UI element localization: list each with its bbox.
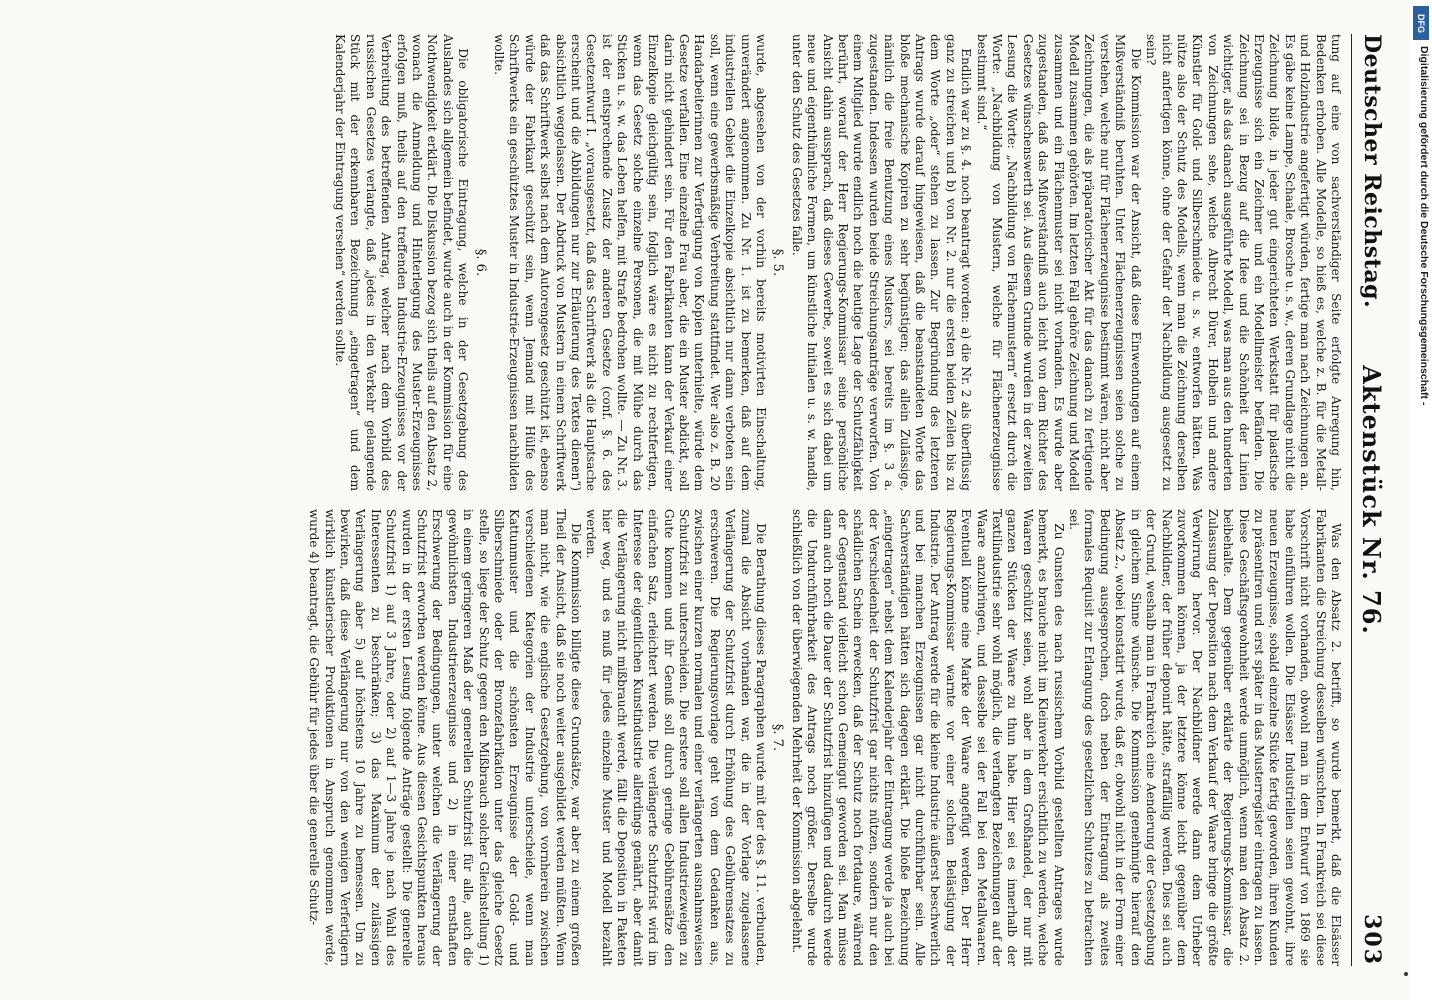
paragraph: Was den Absatz 2. betrifft, so wurde bemerkt, daß die Elsässer Fabrikanten die Streichung desselben wünschten. In Frankreich sei diese Vorschrift nicht vorhanden, obwohl man in dem Entwurf von 1869 sie habe einführen wollen. Die Elsässer Industriellen seien gewohnt, ihre neuen Erzeugnisse, sobald einzelne Stücke fertig geworden, ihren Kunden zu präsentiren und erst später in das Musterregister eintragen zu lassen. Diese Geschäftsgewohnheit werde unmöglich, wenn man den Absatz 2. beibehalte. Dem gegenüber erklärte der Regierungs-Kommissar, die Zulassung der Deposition nach dem Verkauf der Waare bringe die größte Verwirrung hervor. Der Nachbildner werde dann dem Urheber zuvorkommen können, ja der letztere könne leicht gegenüber dem Nachbildner, der früher deponirt hätte, straffällig werden. Dies sei auch der Grund, weshalb man in Frankreich eine Aenderung der Gesetzgebung in gleichem Sinne wünsche. Die Kommission genehmigte hierauf den Absatz 2., wobei konstatirt wurde, daß er, obwohl nicht in der Form einer Bedingung ausgesprochen, doch neben der Eintragung als zweites formales Requisit zur Erlangung des gesetzlichen Schutzes zu betrachten sei. [1067, 509, 1343, 966]
paragraph: tung auf eine von sachverständiger Seite erfolgte Anregung hin, Bedenken erhoben. Alle Modelle, so hieß es, welche z. B. für die Metall- und Holzindustrie angefertigt würden, fertige man nach Zeichnungen an. Es gäbe keine Lampe, Schaale, Brosche u. s. w., deren Grundlage nicht die Zeichnung bilde, in jeder gut eingerichteten Werkstatt für plastische Erzeugnisse sich ein Zeichner und ein Modellmeister befänden. Die Zeichnung sei in Bezug auf die Idee und die Schönheit der Linien wichtiger, als das danach ausgeführte Modell, was man aus den hunderten von Zeichnungen sehe, welche Albrecht Dürer, Holbein und andere Künstler für Gold- und Silberschmiede u. s. w. entworfen hätten. Was nütze also der Schutz des Modells, wenn man die Zeichnung derselben nicht anfertigen könne, ohne der Gefahr der Nachbildung ausgesetzt zu sein? [1144, 34, 1343, 491]
text-columns [53, 34, 1343, 966]
paragraph: Die Kommission war der Ansicht, daß diese Einwendungen auf einem Mißverständniß beruhten. Unter Flächenerzeugnissen seien solche zu verstehen, welche nur für Flächenerzeugnisse bestimmt wären, nicht aber Zeichnungen, die als präparatorischer Akt für das danach zu fertigende Modell zusammen gehörten. Im letzten Fall gehöre Zeichnung und Modell zusammen und ein Flächenmuster sei nicht vorhanden. Es wurde aber zugestanden, daß das Mißverständniß auch leicht von dem Richter des Gesetzes wünschenswerth sei. Aus diesem Grunde wurden in der zweiten Lesung die Worte: „Nachbildung von Flächenmustern“ ersetzt durch die Worte: „Nachbildung von Mustern, welche für Flächenerzeugnisse bestimmt sind.“ [974, 34, 1143, 491]
page-header [1351, 34, 1392, 966]
running-title: Deutscher Reichstag. [1359, 34, 1385, 309]
digitization-strip [1410, 0, 1432, 1000]
left-column [53, 34, 1343, 491]
paragraph: Die Kommission billigte diese Grundsätze, war aber zu einem großen Theil der Ansicht, daß sie noch weiter ausgebildet werden müßten. Wenn man nicht, wie die englische Gesetzgebung, von vornherein zwischen verschiedenen Kategorien der Industrie unterscheide, wenn man Kattunmuster und die schönsten Erzeugnisse der Gold- und Silberschmiede oder der Bronzefabrikation unter das gleiche Gesetz stelle, so liege der Schutz gegen den Mißbrauch solcher Gleichstellung 1) in einem geringeren Maß der generellen Schutzfrist für alle, auch die gewöhnlichsten Industrieerzeugnisse und 2) in einer ernsthaften Erschwerung der Bedingungen, unter welchen die Verlängerung der Schutzfrist erworben werden könne. Aus diesen Gesichtspunkten heraus wurden in der ersten Lesung folgende Anträge gestellt: Die generelle Schutzfrist 1) auf 3 Jahre, oder 2) auf 1—3 Jahre je nach Wahl des Interessenten zu beschränken; 3) das Maximum der zulässigen Verlängerung aber 5) auf höchstens 10 Jahre zu bemessen. Um zu bewirken, daß diese Verlängerung nur von den wenigen Verfertigern wirklich künstlerischer Produktionen in Anspruch genommen werde, wurde 4) beantragt, die Gebühr für jedes über die generelle Schutz- [307, 509, 584, 966]
scan-speck [1404, 972, 1408, 976]
dfg-logo: DFG [1413, 6, 1429, 40]
section-heading: §. 7. [770, 723, 786, 752]
paragraph: wurde, abgesehen von der vorhin bereits motivirten Einschaltung, unverändert angenommen. Zu Nr. 1. ist zu bemerken, daß auf dem industriellen Gebiet die Einzelkopie absichtlich nur dann verboten sein soll, wenn eine gewerbsmäßige Verbreitung stattfindet. Wer also z. B. 20 Handarbeiterinnen zur Verfertigung von Kopien unterhielte, würde dem Gesetze verfallen. Eine einzelne Frau aber, die ein Muster abdickt, soll darin nicht gehindert sein. Für den Fabrikanten kann der Verkauf einer Einzelkopie gleichgültig sein, folglich wäre es nicht zu rechtfertigen, wenn das Gesetz solche einzelne Personen, die mit Mühe durch das Sticken u. s. w. das Leben helfen, mit Strafe bedrohen wollte. — Zu Nr. 3. ist der entsprechende Zusatz der anderen Gesetze (conf. §. 6. des Gesetzentwurf I. „vorausgesetzt, daß das Schriftwerk als die Hauptsache erscheint und die Abbildungen nur zur Erläuterung des Textes dienen“) absichtlich weggelassen. Der Abdruck von Mustern in einem Schriftwerk daß das Schriftwerk selbst nach dem Autorengesetz geschützt ist, ebenso würde der Fabrikant geschützt sein, wenn Jemand mit Hülfe des Schriftwerks ein geschütztes Muster in Industrie-Erzeugnissen nachbilden wollte. [492, 34, 768, 491]
right-column [53, 509, 1343, 966]
paragraph: Zu Gunsten des nach russischem Vorbild gestellten Antrages wurde bemerkt, es brauche nicht im Kleinverkehr ersichtlich zu werden, welche Waaren geschützt seien, wohl aber in dem Großhandel, der nur mit ganzen Stücken der Waare zu thun habe. Hier sei es innerhalb der Textilindustrie sehr wohl möglich, die verlangten Bezeichnungen auf der Waare anzubringen, und dasselbe sei der Fall bei den Metallwaaren. Eventuell könne eine Marke der Waare angefügt werden. Der Herr Regierungs-Kommissar warnte vor einer solchen Belästigung der Industrie. Der Antrag werde für die kleine Industrie äußerst beschwerlich und bei manchen Erzeugnissen gar nicht durchführbar sein. Alle Sachverständigen hätten sich dagegen erklärt. Die bloße Bezeichnung „eingetragen“ nebst dem Kalenderjahr der Eintragung werde ja auch bei der Verschiedenheit der Schutzfrist gar nichts nützen, sondern nur den schädlichen Schein erwecken, daß der Schutz noch fortdaure, während der Gegenstand vielleicht schon Gemeingut geworden sei. Man müsse dann auch noch die Dauer der Schutzfrist hinzufügen und dadurch werde die Undurchführbarkeit des Antrags noch größer. Derselbe wurde schließlich von der überwiegenden Mehrheit der Kommission abgelehnt. [789, 509, 1066, 966]
section-heading: §. 5. [770, 248, 786, 277]
digitization-credit: Digitalisierung gefördert durch die Deutsche Forschungsgemeinschaft - [1418, 46, 1430, 406]
paragraph: Die Berathung dieses Paragraphen wurde mit der des §. 11. verbunden, zumal die Absicht vorhanden war, die in der Vorlage zugelassene Verlängerung der Schutzfrist durch Erhöhung des Gebührensatzes zu erschweren. Die Regierungsvorlage geht von dem Gedanken aus, zwischen einer kurzen normalen und einer verlängerten ausnahmsweisen Schutzfrist zu unterscheiden. Die erstere soll allen Industriezweigen zu Gute kommen und ihr Genuß soll durch geringe Gebührensätze den einfachen Satz, erleichtert werden. Die verlängerte Schutzfrist wird im Interesse der eigentlichen Kunstindustrie allerdings genährt, aber damit die Verlängerung nicht mißbraucht werde, fällt die Deposition in Paketen hier weg, und es muß für jedes einzelne Muster und Modell bezahlt werden. [584, 509, 768, 966]
section-heading: §. 6. [472, 248, 488, 277]
document-number: Aktenstück Nr. 76. [1357, 365, 1387, 635]
paragraph: Die obligatorische Eintragung, welche in der Gesetzgebung des Auslandes sich allgemein befindet, wurde auch in der Kommission für eine Nothwendigkeit erklärt. Die Diskussion bezog sich theils auf den Absatz 2, wonach die Anmeldung und Hinterlegung des Muster-Erzeugnisses erfolgen muß, theils auf den treffenden Industrie-Erzeugnisses vor der Verbreitung des betreffenden Antrag, welcher nach dem Vorbild des russischen Gesetzes verlangte, daß „jedes in den Verkehr gelangende Stück mit der erkennbaren Bezeichnung „eingetragen“ und dem Kalenderjahr der Eintragung versehen“ werden sollte. [333, 34, 471, 491]
paragraph: Endlich war zu §. 4. noch beantragt worden: a) die Nr. 2 als überflüssig ganz zu streichen und b) von Nr. 2. nur die ersten beiden Zeilen bis zu dem Worte „oder“ stehen zu lassen. Zur Begründung des letzteren Antrags wurde darauf hingewiesen, daß die beanstandeten Worte das bloße mechanische Kopiren zu sehr begünstigen; das allein Zulässige, nämlich die freie Benutzung eines Musters, sei bereits im §. 3 a. zugestanden. Indessen wurden beide Streichungsanträge verworfen. Von einem Mitglied wurde endlich noch die heutige Lage der Schutzfähigkeit berührt, worauf der Herr Regierungs-Kommissar seine persönliche Ansicht dahin aussprach, daß dieses Gewerbe, soweit es sich dabei um neue und eigenthümliche Formen, um künstliche Initialen u. s. w. handle, unter den Schutz des Gesetzes falle. [789, 34, 974, 491]
page-number: 303 [1359, 914, 1385, 967]
